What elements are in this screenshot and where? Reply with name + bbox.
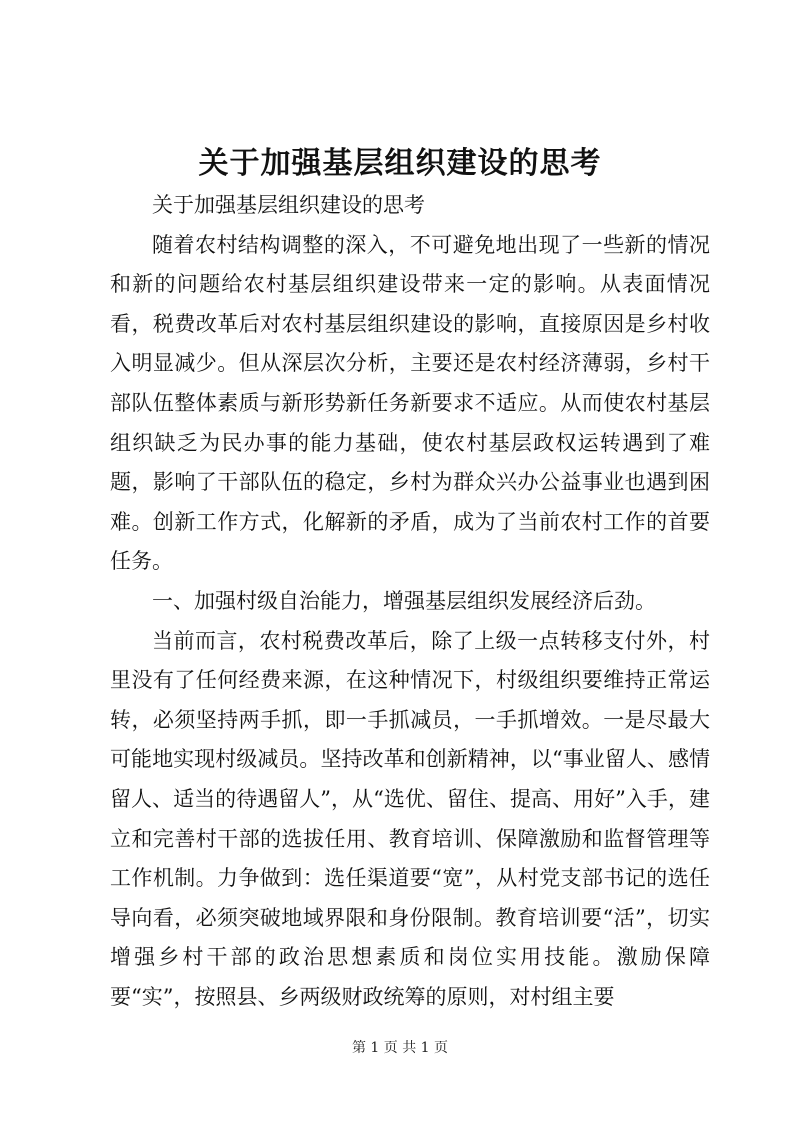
paragraph-section-1: 当前而言，农村税费改革后，除了上级一点转移支付外，村里没有了任何经费来源，在这种情况下，村级组织要维持正常运转，必须坚持两手抓，即一手抓减员，一手抓增效。一是尽最大可能地实现村级减员。坚持改革和创新精神，以“事业留人、感情留人、适当的待遇留人”，从“选优、留住、提高、用好”入手，建立和完善村干部的选拔任用、教育培训、保障激励和监督管理等工作机制。力争做到：选任渠道要“宽”，从村党支部书记的选任导向看，必须突破地域界限和身份限制。教育培训要“活”，切实增强乡村干部的政治思想素质和岗位实用技能。激励保障要“实”，按照县、乡两级财政统筹的原则，对村组主要 (110, 628, 710, 1009)
paragraph-intro: 随着农村结构调整的深入，不可避免地出现了一些新的情况和新的问题给农村基层组织建设带来一定的影响。从表面情况看，税费改革后对农村基层组织建设的影响，直接原因是乡村收入明显减少。但从深层次分析，主要还是农村经济薄弱，乡村干部队伍整体素质与新形势新任务新要求不适应。从而使农村基层组织缺乏为民办事的能力基础，使农村基层政权运转遇到了难题，影响了干部队伍的稳定，乡村为群众兴办公益事业也遇到困难。创新工作方式，化解新的矛盾，成为了当前农村工作的首要任务。 (110, 232, 710, 574)
paragraph-subtitle: 关于加强基层组织建设的思考 (152, 193, 425, 217)
section-heading-1: 一、加强村级自治能力，增强基层组织发展经济后劲。 (152, 588, 656, 613)
document-title: 关于加强基层组织建设的思考 (198, 146, 602, 181)
document-body (110, 186, 710, 1017)
page-footer: 第 1 页 共 1 页 (351, 1040, 449, 1056)
